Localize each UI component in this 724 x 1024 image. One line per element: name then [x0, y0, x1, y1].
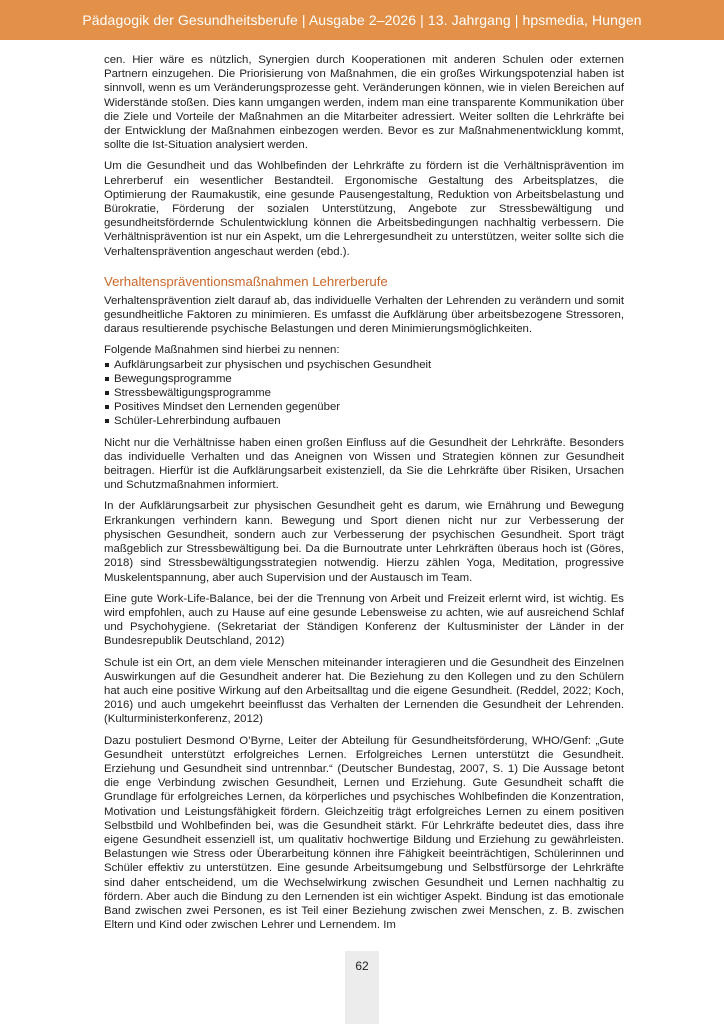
article-body [104, 53, 624, 939]
list-item: Stressbewältigungsprogramme [104, 386, 624, 400]
journal-header-text: Pädagogik der Gesundheitsberufe | Ausgabe 2–2026 | 13. Jahrgang | hpsmedia, Hungen [82, 12, 642, 28]
paragraph-3: Verhaltensprävention zielt darauf ab, das individuelle Verhalten der Lehrenden zu verändern und somit gesundheitliche Faktoren zu minimieren. Es umfasst die Aufklärung über arbeitsbezogene Stressoren, daraus resultierende psychische Belastungen und deren Minimierungsmöglichkeiten. [104, 294, 624, 336]
page-number-box [345, 951, 379, 1024]
paragraph-5: Nicht nur die Verhältnisse haben einen großen Einfluss auf die Gesundheit der Lehrkräfte. Besonders das individuelle Verhalten und das Aneignen von Wissen und Strategien können zur Gesundheit beitragen. Hierfür ist die Aufklärungsarbeit existenziell, da Sie die Lehrkräfte über Risiken, Ursachen und Schutzmaßnahmen informiert. [104, 436, 624, 492]
list-item: Schüler-Lehrerbindung aufbauen [104, 414, 624, 428]
paragraph-1: cen. Hier wäre es nützlich, Synergien durch Kooperationen mit anderen Schulen oder externen Partnern einzugehen. Die Priorisierung von Maßnahmen, die ein großes Wirkungspotenzial haben ist sinnvoll, wenn es um Veränderungsprozesse geht. Veränderungen können, wie in vielen Bereichen auf Widerstände stoßen. Dies kann umgangen werden, indem man eine transparente Kommunikation über die Ziele und Vorteile der Maßnahmen an die Mitarbeiter adressiert. Weiter sollten die Lehrkräfte bei der Entwicklung der Maßnahmen einbezogen werden. Bevor es zur Maßnahmenentwicklung kommt, sollte die Ist-Situation analysiert werden. [104, 54, 624, 152]
paragraph-9: Dazu postuliert Desmond O’Byrne, Leiter der Abteilung für Gesundheitsförderung, WHO/Genf: „Gute Gesundheit unterstützt erfolgreiches Lernen. Erfolgreiches Lernen unterstützt die Gesundheit. Erziehung und Gesundheit sind untrennbar.“ (Deutscher Bundestag, 2007, S. 1) Die Aussage betont die enge Verbindung zwischen Gesundheit, Lernen und Erziehung. Gute Gesundheit schafft die Grundlage für erfolgreiches Lernen, da körperliches und psychisches Wohlbefinden die Konzentration, Motivation und Leistungsfähigkeit fördern. Gleichzeitig trägt erfolgreiches Lernen zu einem positiven Selbstbild und Wohlbefinden bei, was die Gesundheit stärkt. Für Lehrkräfte bedeutet dies, dass ihre eigene Gesundheit essenziell ist, um qualitativ hochwertige Bildung und Erziehung zu gewährleisten. Belastungen wie Stress oder Überarbeitung können ihre Fähigkeit beeinträchtigen, Schülerinnen und Schüler effektiv zu unterstützen. Eine gesunde Arbeitsumgebung und Selbstfürsorge der Lehrkräfte sind daher entscheidend, um die Wechselwirkung zwischen Gesundheit und Lernen nachhaltig zu fördern. Aber auch die Bindung zu den Lernenden ist ein wichtiger Aspekt. Bindung ist das emotionale Band zwischen zwei Personen, es ist Teil einer Beziehung zwischen zwei Menschen, z. B. zwischen Eltern und Kind oder zwischen Lehrer und Lernendem. Im [104, 734, 624, 932]
paragraph-6: In der Aufklärungsarbeit zur physischen Gesundheit geht es darum, wie Ernährung und Bewegung Erkrankungen verhindern kann. Bewegung und Sport dienen nicht nur zur Verbesserung der physischen Gesundheit, sondern auch zur Verbesserung der psychischen Gesundheit. Sport trägt maßgeblich zur Stressbewältigung bei. Da die Burnoutrate unter Lehrkräften überaus hoch ist (Göres, 2018) sind Stressbewältigungsstrategien notwendig. Hierzu zählen Yoga, Meditation, progressive Muskelentspannung, aber auch Supervision und der Austausch im Team. [104, 500, 624, 584]
measures-list [104, 358, 624, 429]
list-item: Bewegungsprogramme [104, 372, 624, 386]
list-item: Positives Mindset den Lernenden gegenüber [104, 400, 624, 414]
paragraph-2: Um die Gesundheit und das Wohlbefinden der Lehrkräfte zu fördern ist die Verhältnisprävention im Lehrerberuf ein wesentlicher Bestandteil. Ergonomische Gestaltung des Arbeitsplatzes, die Optimierung der Raumakustik, eine gesunde Pausengestaltung, Reduktion von Arbeitsbelastung und Bürokratie, Förderung der sozialen Unterstützung, Angebote zur Stressbewältigung und gesundheitsfördernde Schulentwicklung können die Arbeitsbedingungen nachhaltig verbessern. Die Verhältnisprävention ist nur ein Aspekt, um die Lehrergesundheit zu unterstützen, weiter sollte sich die Verhaltensprävention angeschaut werden (ebd.). [104, 160, 624, 258]
journal-header-bar [0, 0, 724, 40]
list-intro: Folgende Maßnahmen sind hierbei zu nennen: [104, 344, 340, 357]
section-heading: Verhaltenspräventionsmaßnahmen Lehrerberufe [104, 273, 388, 289]
paragraph-7: Eine gute Work-Life-Balance, bei der die Trennung von Arbeit und Freizeit erlernt wird, ist wichtig. Es wird empfohlen, auch zu Hause auf eine gesunde Lebensweise zu achten, wie auf ausreichend Schlaf und Psychohygiene. (Sekretariat der Ständigen Konferenz der Kultusminister der Länder in der Bundesrepublik Deutschland, 2012) [104, 592, 624, 648]
page-number: 62 [355, 959, 369, 973]
paragraph-8: Schule ist ein Ort, an dem viele Menschen miteinander interagieren und die Gesundheit des Einzelnen Auswirkungen auf die Gesundheit anderer hat. Die Beziehung zu den Kollegen und zu den Schülern hat auch eine positive Wirkung auf den Arbeitsalltag und die eigene Gesundheit. (Reddel, 2022; Koch, 2016) und auch umgekehrt beeinflusst das Verhalten der Lernenden die Gesundheit der Lehrenden. (Kulturministerkonferenz, 2012) [104, 656, 624, 726]
list-item: Aufklärungsarbeit zur physischen und psychischen Gesundheit [104, 358, 624, 372]
